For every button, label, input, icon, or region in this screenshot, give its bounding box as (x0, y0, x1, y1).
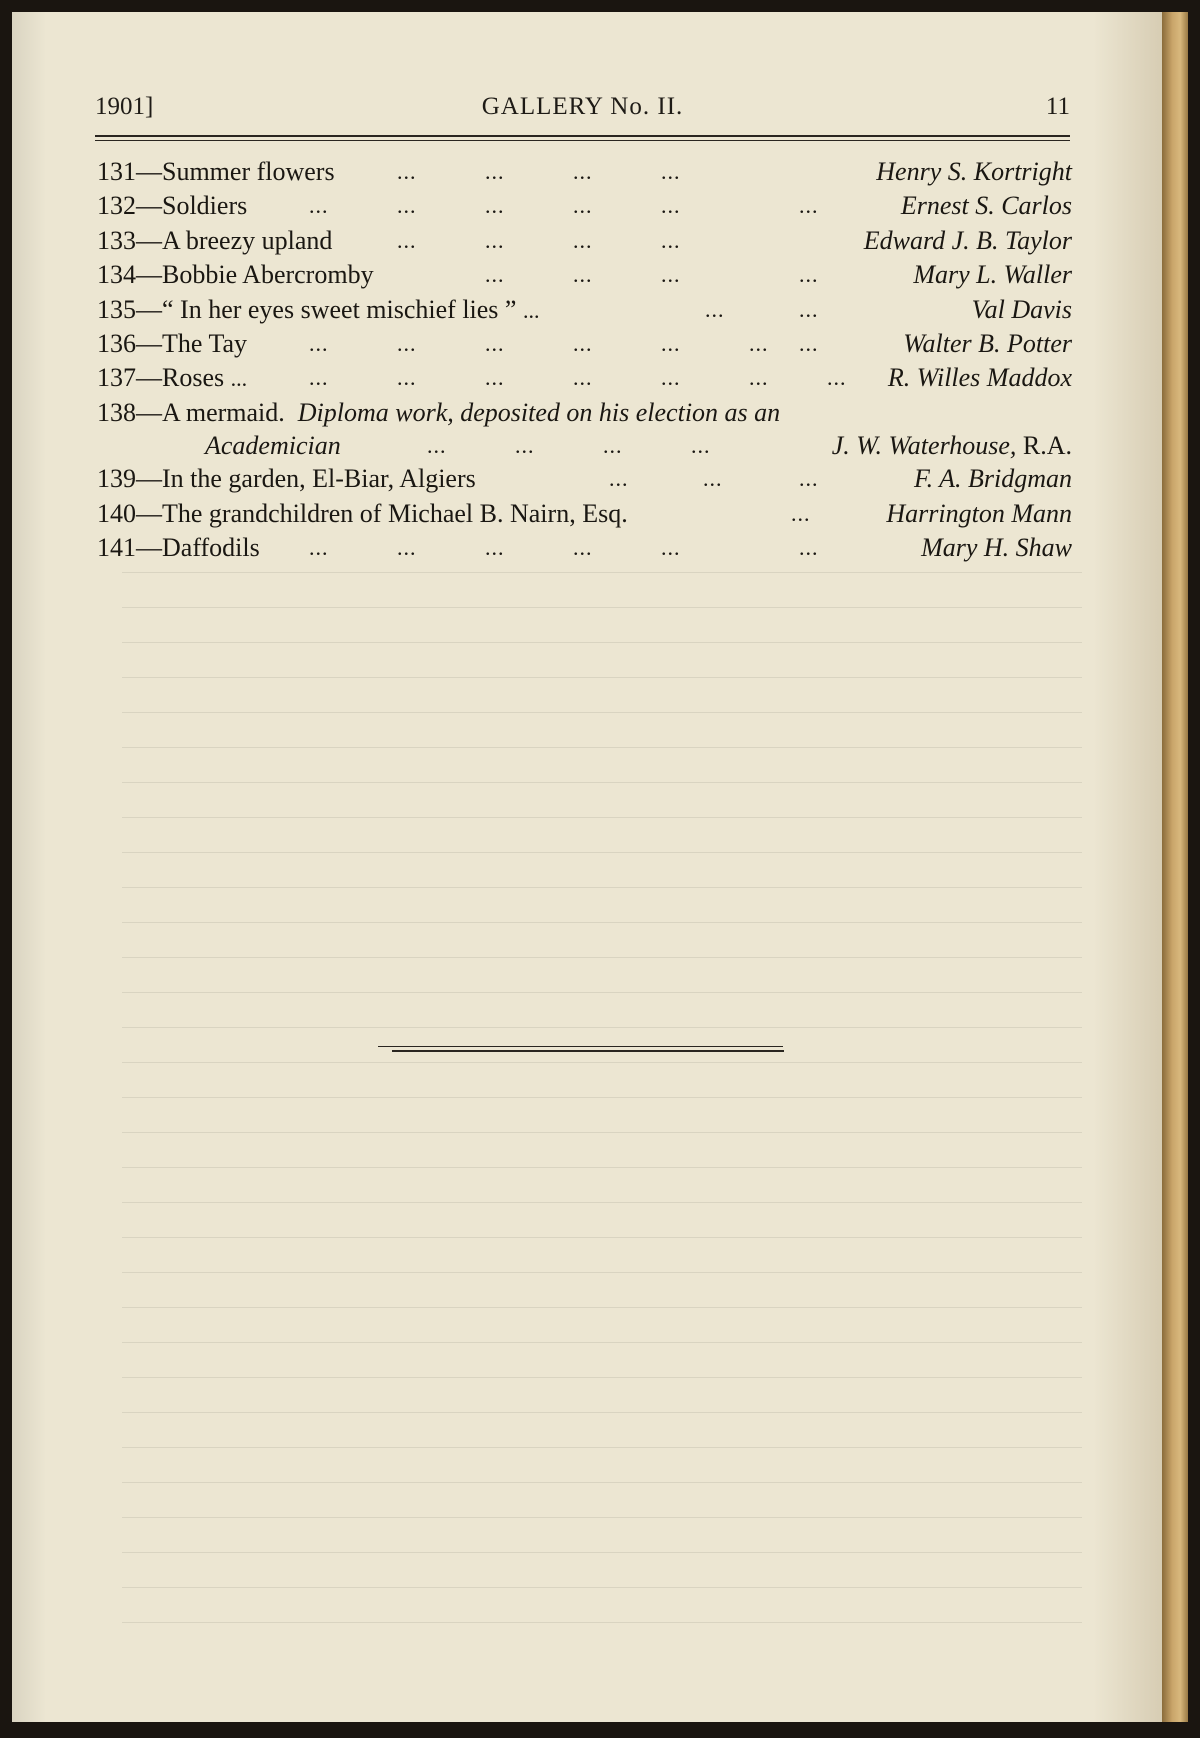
bleed-through-text (122, 572, 1082, 1652)
entry-title: “ In her eyes sweet mischief lies ” (162, 294, 517, 324)
header-year: 1901] (95, 93, 154, 120)
entry-number: 140 (97, 498, 136, 528)
entry-number: 131 (97, 157, 136, 186)
entry-title: Soldiers (162, 191, 248, 221)
entry-artist: Henry S. Kortright (876, 157, 1072, 186)
entry-number: 139 (97, 464, 136, 494)
catalogue-entry-continued: Academician ... ... ... ... J. W. Waterhouse, R.A. (205, 431, 1072, 461)
entry-artist: Walter B. Potter (903, 328, 1072, 358)
catalogue-entry: 134—Bobbie Abercromby ... ... ... ... Mary L. Waller (97, 258, 1072, 292)
entry-note: Diploma work, deposited on his election as an (297, 397, 781, 427)
entry-number: 137 (97, 363, 136, 393)
entry-title: Bobbie Abercromby (162, 260, 374, 290)
entry-artist: J. W. Waterhouse, R.A. (831, 431, 1072, 461)
entry-note-continued: Academician (205, 431, 341, 461)
entry-title: A mermaid. (162, 397, 285, 427)
catalogue-entry: 138—A mermaid. Diploma work, deposited on his election as an (97, 397, 781, 427)
catalogue-list (97, 155, 1072, 565)
entry-artist: Edward J. B. Taylor (863, 225, 1072, 255)
running-header (95, 93, 1070, 129)
entry-title: Summer flowers (162, 157, 335, 186)
entry-number: 135 (97, 294, 136, 324)
catalogue-entry: 132—Soldiers ... ... ... ... ... ... Ernest S. Carlos (97, 189, 1072, 223)
entry-number: 136 (97, 328, 136, 358)
entry-number: 132 (97, 191, 136, 221)
entry-number: 134 (97, 260, 136, 290)
entry-title: The Tay (162, 328, 248, 358)
page-edge (1162, 12, 1188, 1722)
entry-artist: Val Davis (971, 294, 1072, 324)
entry-artist: Mary H. Shaw (921, 532, 1072, 562)
catalogue-entry: 140—The grandchildren of Michael B. Nairn, Esq. ... Harrington Mann (97, 497, 1072, 531)
catalogue-entry: 135—“ In her eyes sweet mischief lies ” ... ... ... Val Davis (97, 293, 1072, 327)
entry-title: The grandchildren of Michael B. Nairn, Esq. (162, 498, 628, 528)
page-number: 11 (1045, 93, 1070, 120)
catalogue-entry: 139—In the garden, El-Biar, Algiers ... ... ... F. A. Bridgman (97, 462, 1072, 496)
header-rule-thin (95, 140, 1070, 141)
catalogue-entry: 136—The Tay ... ... ... ... ... ... ... Walter B. Potter (97, 327, 1072, 361)
entry-title: Daffodils (162, 532, 260, 562)
entry-artist: Ernest S. Carlos (900, 191, 1072, 221)
entry-title: Roses (162, 363, 225, 393)
entry-title: A breezy upland (162, 225, 333, 255)
header-title: GALLERY No. II. (481, 93, 684, 120)
entry-title: In the garden, El-Biar, Algiers (162, 464, 476, 494)
end-rule (378, 1046, 783, 1047)
catalogue-entry: 137—Roses ... ... ... ... ... ... ... ... R. Willes Maddox (97, 361, 1072, 395)
header-rule (95, 135, 1070, 137)
catalogue-entry: 133—A breezy upland ... ... ... ... Edward J. B. Taylor (97, 224, 1072, 258)
entry-artist: Mary L. Waller (913, 260, 1072, 290)
entry-artist: R. Willes Maddox (887, 363, 1072, 393)
entry-artist: Harrington Mann (886, 498, 1072, 528)
entry-number: 138 (97, 397, 136, 427)
entry-number: 133 (97, 225, 136, 255)
end-rule-thick (392, 1050, 784, 1052)
catalogue-entry: 131—Summer flowers ... ... ... ... Henry S. Kortright (97, 155, 1072, 189)
catalogue-entry: 141—Daffodils ... ... ... ... ... ... Mary H. Shaw (97, 531, 1072, 565)
entry-artist: F. A. Bridgman (914, 464, 1072, 494)
entry-number: 141 (97, 532, 136, 562)
